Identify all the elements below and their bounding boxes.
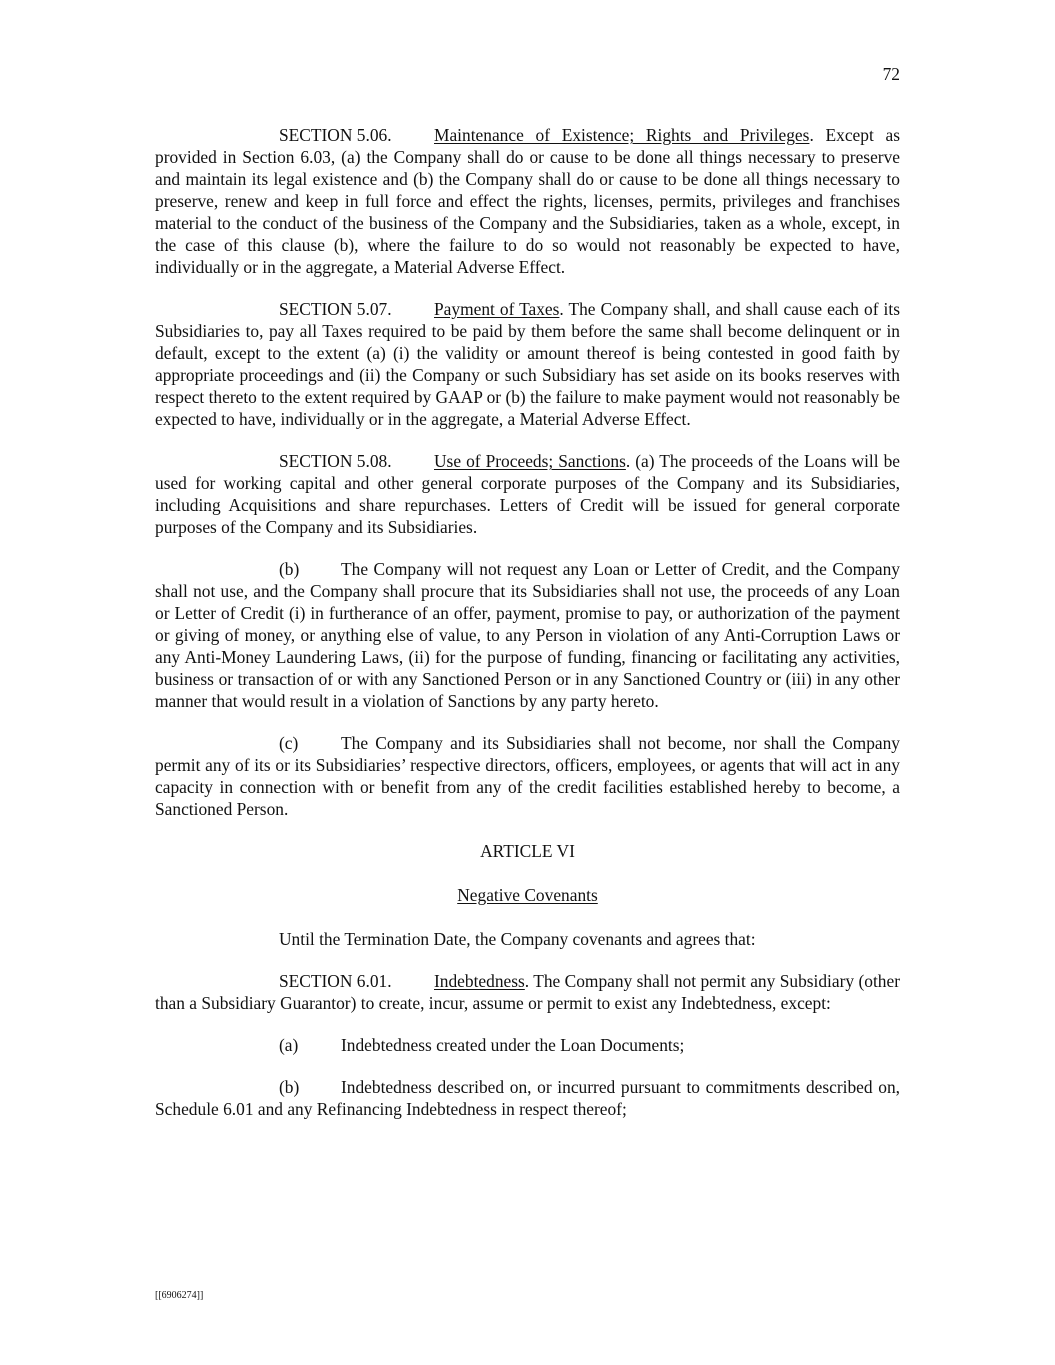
document-body (155, 124, 900, 1140)
article-subheading (155, 884, 900, 906)
section-5-07 (155, 298, 900, 430)
article-intro (155, 928, 900, 950)
clause-body: The Company and its Subsidiaries shall not become, nor shall the Company permit any of its or its Subsidiaries’ respective directors, officers, employees, or agents that will act in any capacity in connection with or benefit from any of the credit facilities established hereby to become, a Sanctioned Person. (155, 733, 900, 819)
section-number: SECTION 5.08. (279, 451, 392, 471)
article-intro-text: Until the Termination Date, the Company covenants and agrees that: (279, 929, 756, 949)
clause-label: (c) (279, 733, 299, 753)
page-number: 72 (882, 64, 900, 84)
section-5-08 (155, 450, 900, 538)
section-6-01 (155, 970, 900, 1014)
section-5-08-clause-b (155, 558, 900, 712)
section-body: . The Company shall, and shall cause each of its Subsidiaries to, pay all Taxes required to be paid by them before the same shall become delinquent or in default, except to the extent (a) (i) the validity or amount thereof is being contested in good faith by appropriate proceedings and (ii) the Company or such Subsidiary has set aside on its books reserves with respect thereto to the extent required by GAAP or (b) the failure to make payment would not reasonably be expected to have, individually or in the aggregate, a Material Adverse Effect. (155, 299, 900, 429)
section-title: Payment of Taxes (434, 299, 560, 319)
article-heading: ARTICLE VI (480, 841, 575, 861)
clause-label: (a) (279, 1035, 299, 1055)
section-number: SECTION 6.01. (279, 971, 392, 991)
section-body: . (a) The proceeds of the Loans will be used for working capital and other general corporate purposes of the Company and its Subsidiaries, including Acquisitions and share repurchases. Letters of Credit will be issued for general corporate purposes of the Company and its Subsidiaries. (155, 451, 901, 537)
clause-label: (b) (279, 559, 300, 579)
clause-body: Indebtedness created under the Loan Documents; (341, 1035, 685, 1055)
section-number: SECTION 5.06. (279, 125, 392, 145)
section-6-01-clause-b (155, 1076, 900, 1120)
section-title: Maintenance of Existence; Rights and Privileges (434, 125, 810, 145)
section-body: . The Company shall not permit any Subsidiary (other than a Subsidiary Guarantor) to create, incur, assume or permit to exist any Indebtedness, except: (155, 971, 900, 1013)
section-6-01-clause-a (155, 1034, 900, 1056)
document-id-footer: [[6906274]] (155, 1290, 204, 1301)
article-subheading-text: Negative Covenants (457, 885, 598, 905)
clause-label: (b) (279, 1077, 300, 1097)
clause-body: The Company will not request any Loan or Letter of Credit, and the Company shall not use, and the Company shall procure that its Subsidiaries shall not use, the proceeds of any Loan or Letter of Credit (i) in furtherance of an offer, payment, promise to pay, or authorization of the payment or giving of money, or anything else of value, to any Person in violation of any Anti-Corruption Laws or any Anti-Money Laundering Laws, (ii) for the purpose of funding, financing or facilitating any activities, business or transaction of or with any Sanctioned Person or in any Sanctioned Country or (iii) in any other manner that would result in a violation of Sanctions by any party hereto. (155, 559, 900, 711)
section-body: . Except as provided in Section 6.03, (a) the Company shall do or cause to be done all things necessary to preserve and maintain its legal existence and (b) the Company shall do or cause to be done all things necessary to preserve, renew and keep in full force and effect the rights, licenses, permits, privileges and franchises material to the conduct of the business of the Company and the Subsidiaries, taken as a whole, except, in the case of this clause (b), where the failure to do so would not reasonably be expected to have, individually or in the aggregate, a Material Adverse Effect. (155, 125, 900, 277)
section-title: Use of Proceeds; Sanctions (434, 451, 626, 471)
section-number: SECTION 5.07. (279, 299, 392, 319)
clause-body: Indebtedness described on, or incurred pursuant to commitments described on, Schedule 6.01 and any Refinancing Indebtedness in respect thereof; (155, 1077, 900, 1119)
section-5-08-clause-c (155, 732, 900, 820)
section-title: Indebtedness (434, 971, 525, 991)
section-5-06 (155, 124, 900, 278)
